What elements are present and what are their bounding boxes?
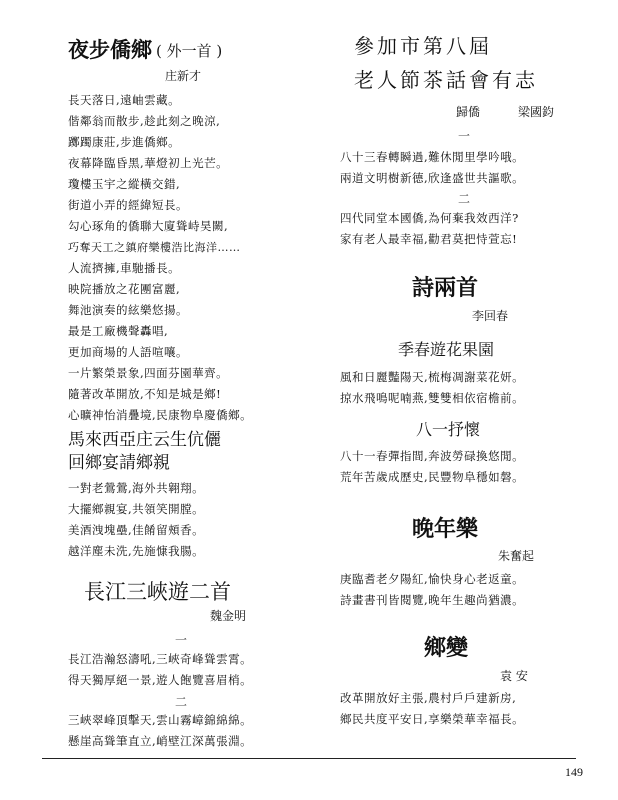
poem-line: 偕鄰翁而散步,趁此刻之晚涼, (68, 114, 221, 128)
section-marker: 二 (175, 695, 188, 709)
poem-line: 一片繁榮景象,四面芬園華齊。 (68, 366, 229, 380)
poem-line: 長江浩瀚怒濤吼,三峽奇峰聳雲霄。 (68, 652, 253, 666)
poem-line: 勾心琢角的僑聯大廈聳峙昊闕, (68, 219, 229, 233)
poem-line: 庚臨耆老夕陽紅,愉快身心老返童。 (340, 572, 525, 586)
poem-line: 掠水飛鳴呢喃燕,雙雙相依宿檐前。 (340, 391, 525, 405)
poem-line: 最是工廠機聲轟唱, (68, 324, 169, 338)
footer-rule (42, 758, 576, 759)
poem-line: 一對老鶯鶯,海外共翱翔。 (68, 481, 205, 495)
section-marker: 一 (458, 129, 471, 143)
poem-line: 風和日麗豔陽天,梳梅凋謝菜花妍。 (340, 370, 525, 384)
poem-line: 荒年苦歲成歷史,民豐物阜穩如磐。 (340, 470, 525, 484)
poem-line: 長天落日,遠岫雲藏。 (68, 93, 181, 107)
poem-line: 映院播放之花團富麗, (68, 282, 181, 296)
poem-line: 詩畫書刊皆閱覽,晚年生趣尚猶濃。 (340, 593, 525, 607)
poem-author: 魏金明 (210, 609, 247, 623)
poem-title: 老人節茶話會有志 (354, 68, 538, 92)
poem-line: 大擺鄉親宴,共領笑開膛。 (68, 502, 205, 516)
poem-title: 馬來西亞庄云生伉儷 (68, 430, 221, 450)
poem-author: 梁國鈞 (518, 105, 555, 119)
poem-line: 巧奪天工之鎮府樂樓浩比海洋…… (68, 241, 241, 254)
poem-author: 庄新才 (165, 69, 202, 83)
section-marker: 一 (175, 633, 188, 647)
poem-line: 夜幕降臨昏黑,華燈初上光芒。 (68, 156, 229, 170)
section-marker: 二 (458, 192, 471, 206)
poem-line: 四代同堂本國僑,為何棄我效西洋? (340, 211, 519, 225)
poem-line: 改革開放好主張,農村戶戶建新房, (340, 691, 517, 705)
poem-line: 心曠神怡消疊境,民康物阜慶僑鄉。 (68, 408, 253, 422)
page-number: 149 (565, 765, 583, 779)
poem-subtitle: 八一抒懷 (416, 420, 481, 439)
poem-line: 八十三春轉瞬過,難休閒里學吟哦。 (340, 150, 525, 164)
poem-line: 躑躅康莊,步進僑鄉。 (68, 135, 181, 149)
poem-line: 街道小弄的經緯短長。 (68, 198, 188, 212)
poem-title: 詩兩首 (412, 276, 479, 301)
poem-line: 瓊樓玉宇之縱橫交錯, (68, 177, 181, 191)
poem-author: 李回春 (472, 309, 509, 323)
poem-title-suffix: ( 外一首 ) (156, 42, 223, 60)
poem-title: 長江三峽遊二首 (84, 580, 231, 604)
poem-line: 人流擠擁,車馳播長。 (68, 261, 181, 275)
poem-line: 舞池演奏的絃樂悠揚。 (68, 303, 188, 317)
poem-line: 兩道文明樹新德,欣逢盛世共謳歌。 (340, 171, 525, 185)
poem-line: 懸崖高聳筆直立,峭壁江深萬張淵。 (68, 734, 253, 748)
poem-title: 回鄉宴請鄉親 (68, 453, 170, 473)
poem-title: 鄉變 (424, 636, 469, 661)
poem-line: 得天獨厚絕一景,遊人飽覽喜眉梢。 (68, 673, 253, 687)
poem-line: 三峽翠峰頂擊天,雲山霧嶂錦綿綿。 (68, 713, 253, 727)
poem-line: 隨著改革開放,不知是城是鄉! (68, 387, 222, 401)
poem-line: 美酒洩塊壘,佳餚留頰香。 (68, 523, 205, 537)
poem-line: 鄉民共度平安日,享樂榮華幸福長。 (340, 712, 525, 726)
poem-line: 更加商場的人語喧嚷。 (68, 345, 188, 359)
poem-line: 越洋塵未洗,先施慷我腸。 (68, 544, 205, 558)
poem-title: 晚年樂 (412, 517, 479, 542)
poem-line: 家有老人最幸福,勸君莫把恃萱忘! (340, 232, 518, 246)
poem-title: 參加市第八屆 (354, 34, 492, 58)
poem-line: 八十一春彈指間,奔波勞碌換悠閒。 (340, 449, 525, 463)
poem-title: 夜步僑鄉 (68, 38, 152, 62)
poem-subtitle: 季春遊花果園 (398, 340, 495, 359)
author-prefix: 歸僑 (456, 105, 481, 119)
poem-author: 朱奮起 (498, 549, 535, 563)
poem-author: 袁 安 (500, 669, 528, 683)
